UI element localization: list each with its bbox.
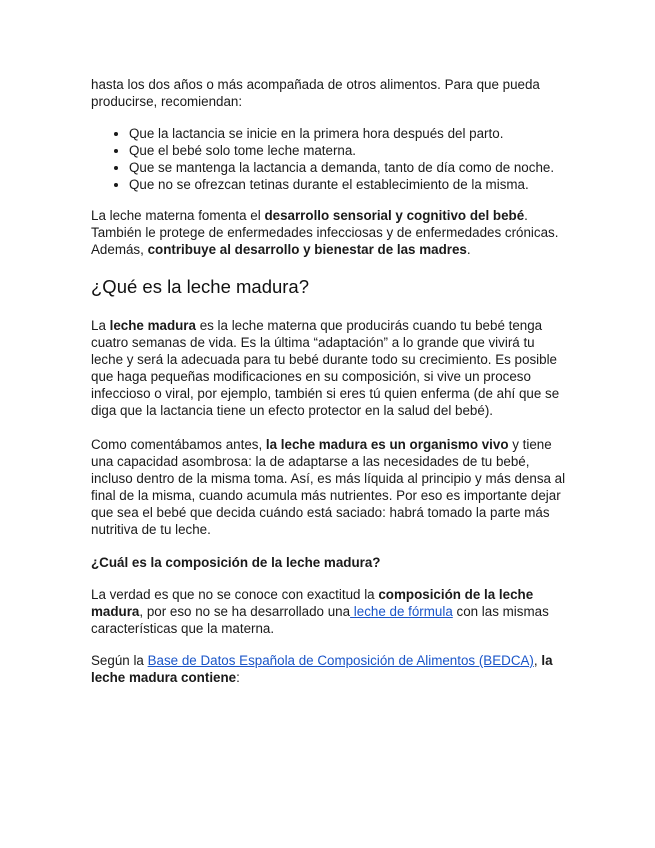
- text-run: :: [236, 670, 240, 685]
- formula-milk-link[interactable]: leche de fórmula: [350, 604, 453, 619]
- bedca-link[interactable]: Base de Datos Española de Composición de Alimentos (BEDCA): [147, 653, 534, 668]
- bedca-paragraph: [91, 652, 566, 686]
- list-item: • Que el bebé solo tome leche materna.: [129, 142, 566, 159]
- bold-text: la leche madura es un organismo vivo: [265, 437, 509, 452]
- text-run: . También le protege de enfermedades infecciosas y de enfermedades crónicas. Además,: [91, 208, 559, 257]
- bold-text: la leche madura contiene: [91, 653, 553, 685]
- text-run: Como comentábamos antes,: [91, 437, 266, 452]
- text-run: es la leche materna que producirás cuando tu bebé tenga cuatro semanas de vida. Es la última “adaptación” a lo grande que vivirá tu leche y será la adecuada para tu bebé durante todo su crecimiento. Es posible que haga pequeñas modificaciones en su composición, si vive un proceso infeccioso o viral, por ejemplo, también si eres tú quien enferma (de ahí que se diga que la lactancia tiene un efecto protector en la salud del bebé).: [91, 318, 560, 418]
- composition-paragraph: [91, 586, 566, 637]
- text-run: La: [91, 318, 110, 333]
- text-run: con las mismas características que la materna.: [91, 604, 549, 636]
- text-run: La leche materna fomenta el: [91, 208, 265, 223]
- subsection-heading: ¿Cuál es la composición de la leche madura?: [91, 555, 381, 570]
- article-body: [91, 76, 566, 686]
- bold-text: desarrollo sensorial y cognitivo del bebé: [264, 208, 525, 223]
- intro-paragraph: hasta los dos años o más acompañada de otros alimentos. Para que pueda producirse, recomiendan:: [91, 77, 540, 109]
- bold-text: contribuye al desarrollo y bienestar de las madres: [147, 242, 467, 257]
- text-run: Según la: [91, 653, 148, 668]
- section-heading: ¿Qué es la leche madura?: [91, 276, 310, 297]
- list-item: • Que no se ofrezcan tetinas durante el establecimiento de la misma.: [129, 176, 566, 193]
- list-item: • Que la lactancia se inicie en la primera hora después del parto.: [129, 125, 566, 142]
- living-organism-paragraph: [91, 436, 566, 538]
- list-item: • Que se mantenga la lactancia a demanda, tanto de día como de noche.: [129, 159, 566, 176]
- definition-paragraph: [91, 317, 566, 419]
- bold-text: leche madura: [109, 318, 196, 333]
- recommendations-list: [91, 125, 566, 193]
- benefits-paragraph: [91, 207, 566, 258]
- text-run: ,: [533, 653, 542, 668]
- text-run: , por eso no se ha desarrollado una: [139, 604, 351, 619]
- text-run: y tiene una capacidad asombrosa: la de adaptarse a las necesidades de tu bebé, incluso dentro de la misma toma. Así, es más líquida al principio y más densa al final de la misma, cuando acumula más nutrientes. Por eso es importante dejar que sea el bebé que decida cuándo está saciado: habrá tomado la parte más nutritiva de tu leche.: [91, 437, 566, 537]
- text-run: La verdad es que no se conoce con exactitud la: [91, 587, 379, 602]
- text-run: .: [466, 242, 471, 257]
- bold-text: composición de la leche madura: [91, 587, 534, 619]
